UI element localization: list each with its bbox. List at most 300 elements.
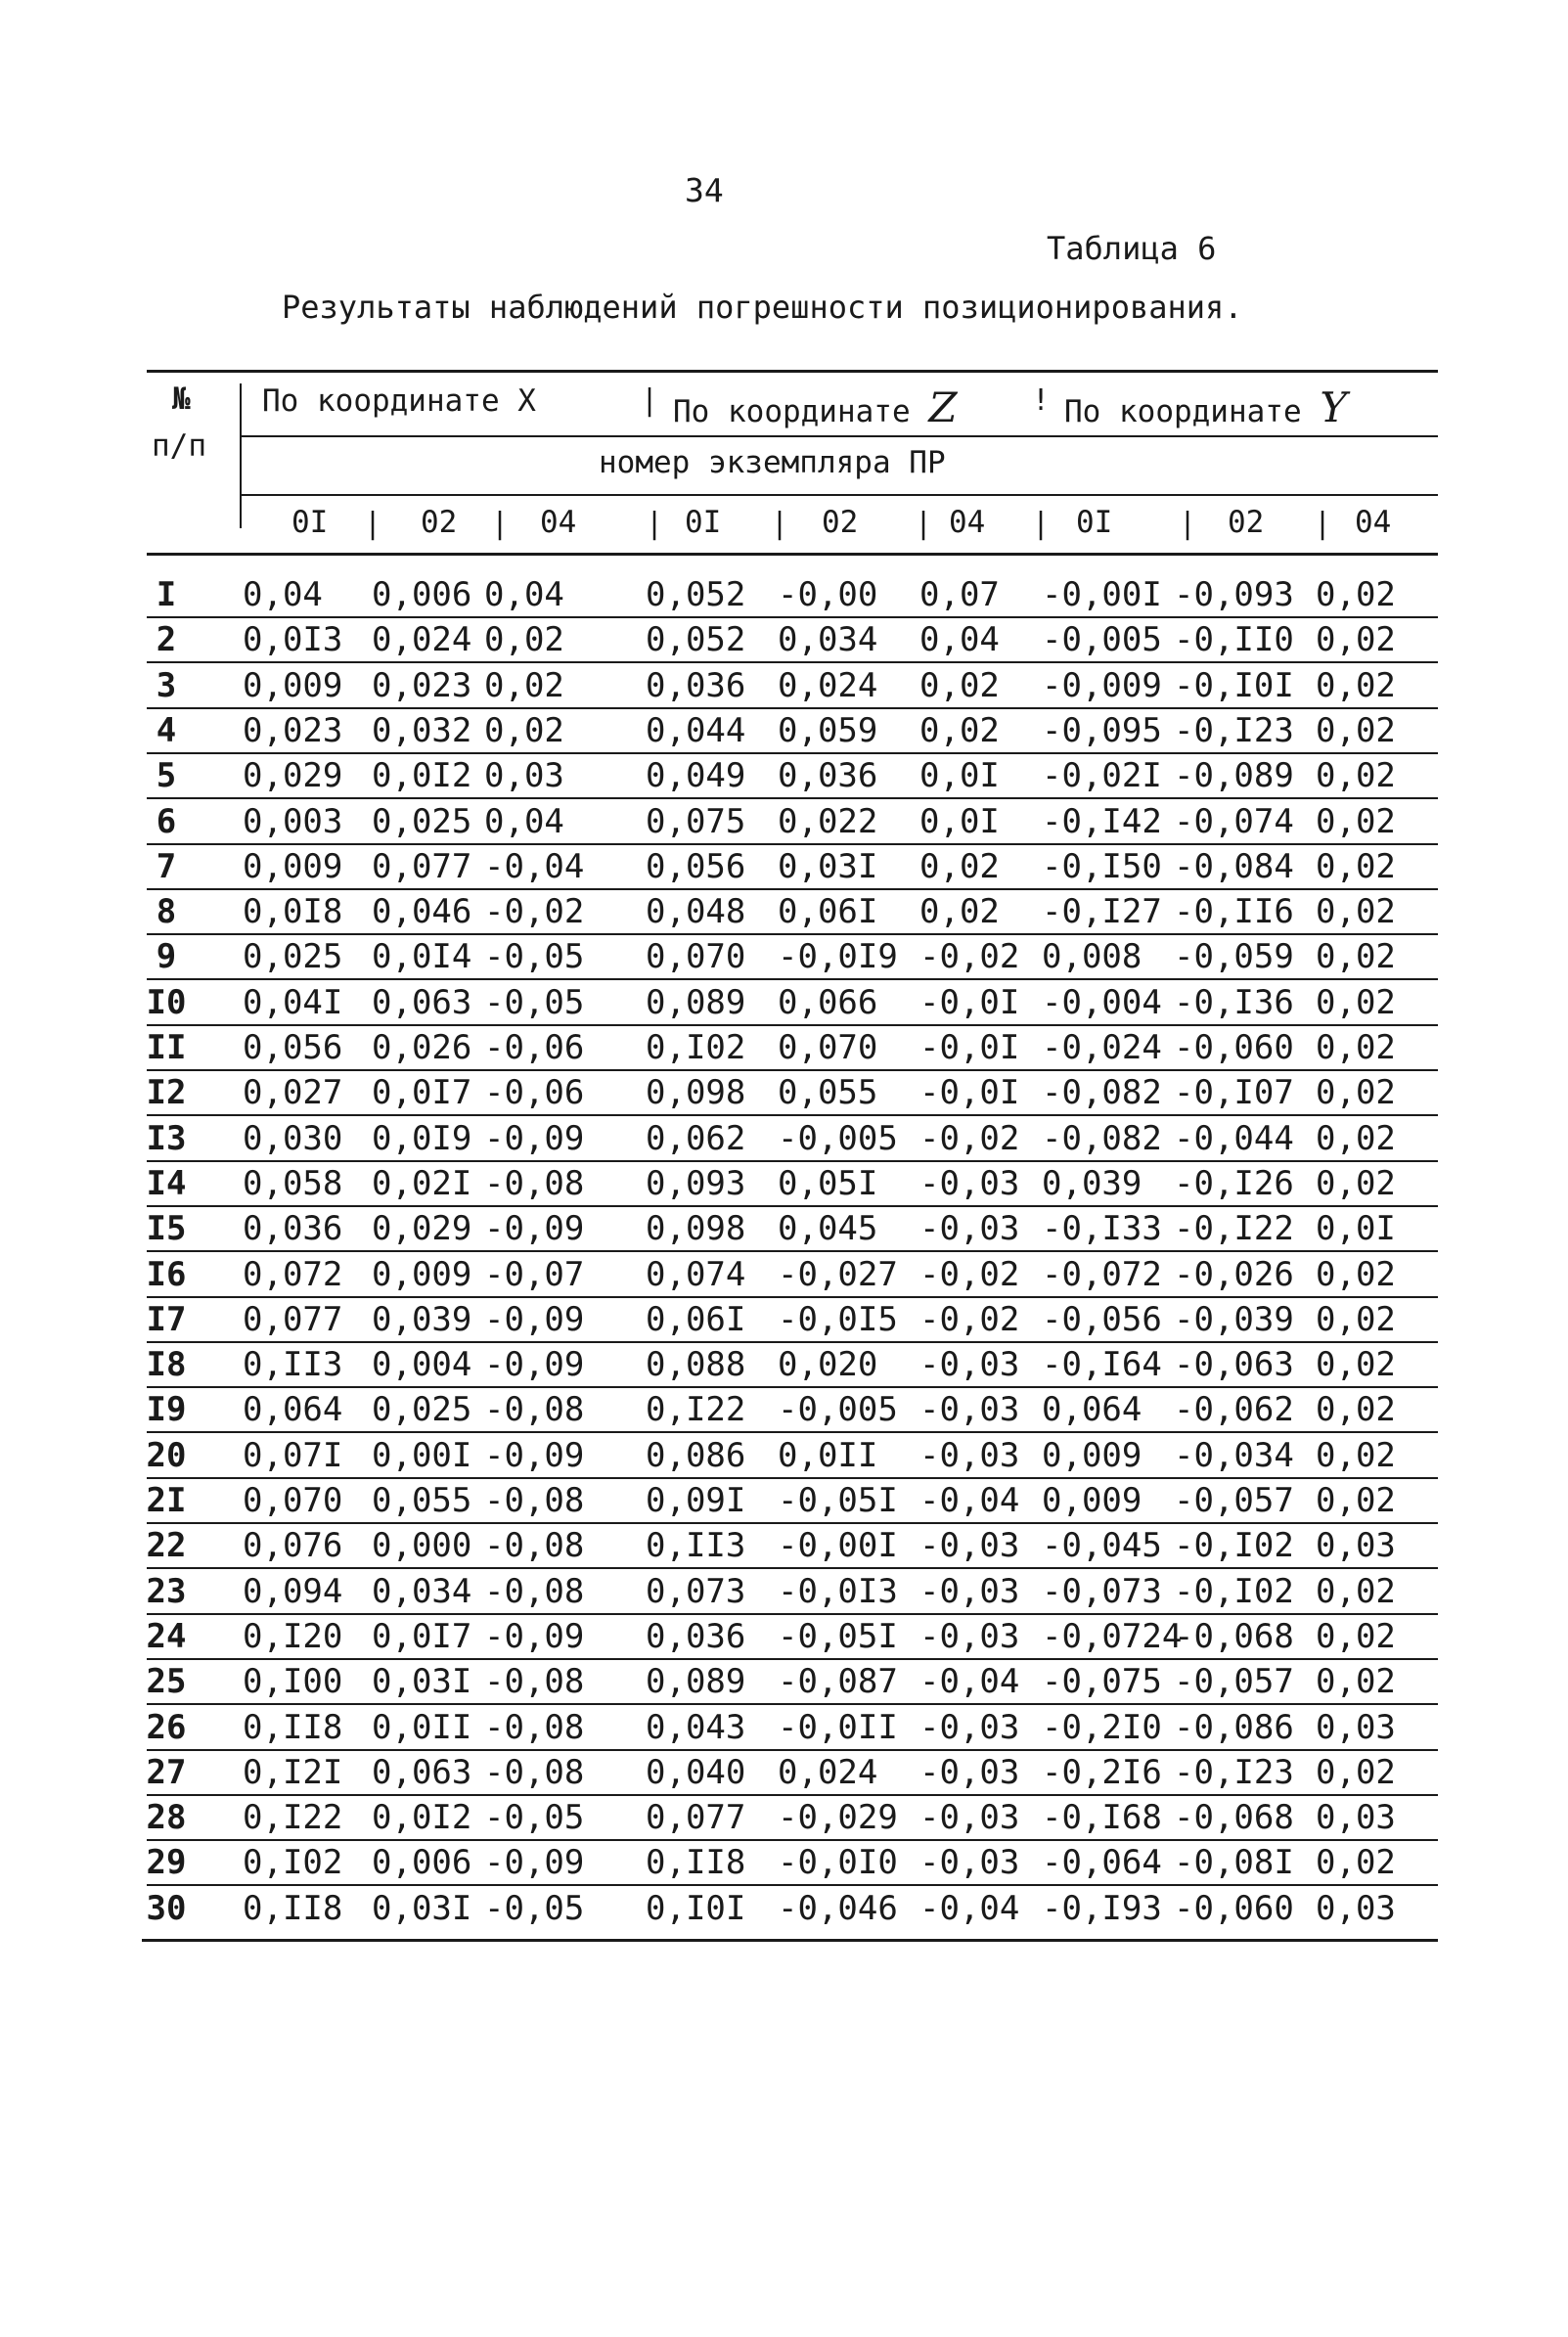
row-underline (147, 1114, 1438, 1116)
row-underline (147, 1839, 1438, 1841)
table-cell: 0,02 (1316, 801, 1396, 841)
table-cell: 0,023 (372, 665, 472, 705)
table-cell: 0,006 (372, 1843, 472, 1883)
table-cell: 0,02 (1316, 846, 1396, 886)
table-cell: 0,03I (372, 1888, 472, 1928)
table-cell: -0,09 (484, 1843, 585, 1883)
table-cell: 0,070 (646, 937, 746, 977)
table-row (0, 983, 1568, 1028)
table-row (0, 1617, 1568, 1662)
table-cell: 0,074 (646, 1254, 746, 1294)
table-cell: 0,II8 (243, 1888, 343, 1928)
table-cell: -0,009 (1042, 665, 1162, 705)
table-cell: -0,03 (919, 1390, 1020, 1430)
row-number: 25 (146, 1662, 187, 1702)
table-cell: 0,I02 (646, 1028, 746, 1067)
column-separator: | (364, 507, 382, 541)
row-number: I5 (146, 1209, 187, 1249)
table-row (0, 1300, 1568, 1345)
table-row (0, 1073, 1568, 1118)
table-cell: 0,022 (778, 801, 878, 841)
table-cell: -0,084 (1174, 846, 1294, 886)
row-underline (147, 1431, 1438, 1433)
table-cell: -0,005 (778, 1390, 898, 1430)
table-cell: -0,0I (919, 1028, 1020, 1067)
table-cell: 0,02 (1316, 1571, 1396, 1611)
table-cell: 0,040 (646, 1752, 746, 1792)
table-cell: 0,02 (1316, 892, 1396, 932)
table-cell: 0,052 (646, 620, 746, 660)
table-cell: 0,086 (646, 1435, 746, 1475)
table-cell: 0,006 (372, 575, 472, 614)
table-cell: -0,I50 (1042, 846, 1162, 886)
table-cell: -0,08 (484, 1481, 585, 1520)
row-number: 22 (146, 1526, 187, 1566)
row-underline (147, 1884, 1438, 1886)
table-cell: -0,04 (919, 1888, 1020, 1928)
row-underline (147, 1477, 1438, 1479)
row-underline (147, 1567, 1438, 1569)
row-number: 5 (156, 756, 177, 796)
table-cell: 0,04 (484, 575, 564, 614)
table-title: Результаты наблюдений погрешности позиционирования. (282, 289, 1243, 326)
table-cell: 0,044 (646, 710, 746, 750)
table-row (0, 892, 1568, 937)
table-cell: -0,I27 (1042, 892, 1162, 932)
table-cell: -0,I33 (1042, 1209, 1162, 1249)
table-cell: 0,059 (778, 710, 878, 750)
table-cell: 0,02 (1316, 982, 1396, 1022)
table-cell: -0,03 (919, 1752, 1020, 1792)
table-cell: 0,0I7 (372, 1073, 472, 1113)
table-cell: 0,06I (778, 892, 878, 932)
row-number: 24 (146, 1616, 187, 1656)
table-cell: 0,025 (372, 801, 472, 841)
row-underline (147, 1703, 1438, 1705)
table-cell: 0,I02 (243, 1843, 343, 1883)
table-cell: 0,I00 (243, 1662, 343, 1702)
table-cell: -0,09 (484, 1435, 585, 1475)
coord-z-heading (673, 383, 958, 431)
row-number: I2 (146, 1073, 187, 1113)
table-cell: -0,09 (484, 1209, 585, 1249)
table-cell: 0,0I (919, 756, 1000, 796)
table-cell: 0,02 (1316, 575, 1396, 614)
table-cell: -0,2I0 (1042, 1707, 1162, 1747)
table-cell: -0,0I9 (778, 937, 898, 977)
table-cell: -0,00I (1042, 575, 1162, 614)
table-cell: 0,02 (1316, 1752, 1396, 1792)
table-cell: -0,057 (1174, 1481, 1294, 1520)
table-cell: 0,II8 (646, 1843, 746, 1883)
table-cell: 0,052 (646, 575, 746, 614)
table-cell: 0,0I8 (243, 892, 343, 932)
table-cell: 0,072 (243, 1254, 343, 1294)
table-cell: -0,086 (1174, 1707, 1294, 1747)
table-cell: 0,II8 (243, 1707, 343, 1747)
table-cell: 0,07 (919, 575, 1000, 614)
row-number: I4 (146, 1163, 187, 1203)
row-underline (147, 752, 1438, 754)
table-cell: -0,089 (1174, 756, 1294, 796)
sub-column-heading: 02 (822, 505, 859, 540)
table-cell: -0,04 (919, 1481, 1020, 1520)
table-cell: -0,03 (919, 1571, 1020, 1611)
table-cell: 0,02 (484, 665, 564, 705)
table-cell: -0,082 (1042, 1118, 1162, 1158)
table-row (0, 802, 1568, 847)
row-underline (147, 1250, 1438, 1252)
table-cell: -0,056 (1042, 1299, 1162, 1339)
table-cell: -0,024 (1042, 1028, 1162, 1067)
table-cell: 0,02 (1316, 710, 1396, 750)
table-cell: -0,05I (778, 1616, 898, 1656)
table-cell: 0,029 (243, 756, 343, 796)
table-cell: 0,0II (372, 1707, 472, 1747)
table-cell: -0,I02 (1174, 1571, 1294, 1611)
row-underline (147, 1296, 1438, 1298)
row-number: 27 (146, 1752, 187, 1792)
column-separator: | (771, 507, 789, 541)
table-cell: 0,07I (243, 1435, 343, 1475)
table-cell: 0,036 (646, 1616, 746, 1656)
table-cell: -0,05 (484, 1888, 585, 1928)
table-row (0, 666, 1568, 711)
sub-column-heading: 0I (291, 505, 329, 540)
table-cell: 0,03 (1316, 1798, 1396, 1838)
table-cell: 0,I2I (243, 1752, 343, 1792)
table-cell: -0,004 (1042, 982, 1162, 1022)
column-separator: | (646, 507, 664, 541)
table-cell: -0,0I3 (778, 1571, 898, 1611)
table-cell: 0,008 (1042, 937, 1142, 977)
table-row (0, 1526, 1568, 1571)
table-cell: 0,03 (1316, 1888, 1396, 1928)
row-number: 29 (146, 1843, 187, 1883)
table-cell: 0,02 (1316, 1390, 1396, 1430)
table-cell: -0,04 (484, 846, 585, 886)
table-cell: 0,063 (372, 1752, 472, 1792)
table-row (0, 575, 1568, 620)
table-cell: -0,057 (1174, 1662, 1294, 1702)
table-cell: -0,09 (484, 1616, 585, 1656)
table-cell: 0,098 (646, 1209, 746, 1249)
table-cell: 0,02 (1316, 1028, 1396, 1067)
table-cell: 0,0I4 (372, 937, 472, 977)
table-row (0, 1164, 1568, 1209)
table-cell: -0,068 (1174, 1798, 1294, 1838)
table-cell: -0,I64 (1042, 1345, 1162, 1385)
table-cell: -0,005 (778, 1118, 898, 1158)
table-cell: 0,045 (778, 1209, 878, 1249)
header-rule-2 (240, 494, 1438, 496)
table-cell: 0,077 (372, 846, 472, 886)
instance-heading: номер экземпляра ПР (599, 445, 946, 480)
table-row (0, 1572, 1568, 1617)
table-cell: 0,070 (243, 1481, 343, 1520)
table-row (0, 1753, 1568, 1798)
table-cell: -0,093 (1174, 575, 1294, 614)
table-cell: 0,064 (243, 1390, 343, 1430)
table-cell: -0,05 (484, 1798, 585, 1838)
table-cell: 0,0I (1316, 1209, 1396, 1249)
table-cell: 0,0I2 (372, 756, 472, 796)
page-number: 34 (685, 171, 724, 209)
sub-column-heading: 04 (949, 505, 986, 540)
table-cell: 0,048 (646, 892, 746, 932)
table-cell: 0,076 (243, 1526, 343, 1566)
table-cell: -0,2I6 (1042, 1752, 1162, 1792)
table-row (0, 1345, 1568, 1390)
table-cell: -0,02 (919, 1118, 1020, 1158)
column-separator: | (915, 507, 933, 541)
table-cell: 0,I20 (243, 1616, 343, 1656)
table-cell: 0,II3 (243, 1345, 343, 1385)
coord-x-heading: По координате Х (262, 383, 536, 419)
table-cell: -0,0I5 (778, 1299, 898, 1339)
table-row (0, 756, 1568, 801)
table-cell: 0,02 (1316, 1299, 1396, 1339)
table-caption: Таблица 6 (1047, 230, 1217, 267)
row-number: I3 (146, 1118, 187, 1158)
table-cell: -0,I02 (1174, 1526, 1294, 1566)
row-underline (147, 1069, 1438, 1071)
table-cell: -0,044 (1174, 1118, 1294, 1158)
table-cell: 0,0I (919, 801, 1000, 841)
table-cell: 0,027 (243, 1073, 343, 1113)
row-number: 7 (156, 846, 177, 886)
row-number: I7 (146, 1299, 187, 1339)
table-row (0, 1889, 1568, 1934)
row-underline (147, 1160, 1438, 1162)
header-separator: | (641, 383, 659, 418)
table-cell: -0,05I (778, 1481, 898, 1520)
table-cell: 0,055 (778, 1073, 878, 1113)
row-underline (147, 1749, 1438, 1751)
table-cell: 0,03I (778, 846, 878, 886)
table-cell: 0,030 (243, 1118, 343, 1158)
table-cell: 0,02 (1316, 1843, 1396, 1883)
table-cell: -0,027 (778, 1254, 898, 1294)
coord-y-letter: Y (1320, 383, 1348, 431)
table-cell: 0,03 (1316, 1707, 1396, 1747)
column-separator: | (1314, 507, 1332, 541)
table-cell: 0,020 (778, 1345, 878, 1385)
table-cell: -0,0724 (1042, 1616, 1183, 1656)
table-cell: 0,02 (484, 710, 564, 750)
table-cell: 0,02 (1316, 1254, 1396, 1294)
table-cell: 0,088 (646, 1345, 746, 1385)
table-cell: 0,09I (646, 1481, 746, 1520)
row-underline (147, 1205, 1438, 1207)
table-cell: -0,095 (1042, 710, 1162, 750)
table-cell: -0,075 (1042, 1662, 1162, 1702)
table-cell: 0,036 (646, 665, 746, 705)
table-cell: -0,I23 (1174, 710, 1294, 750)
table-cell: -0,08 (484, 1571, 585, 1611)
table-cell: 0,04 (243, 575, 323, 614)
table-cell: -0,II6 (1174, 892, 1294, 932)
table-cell: 0,02 (1316, 937, 1396, 977)
table-cell: -0,0I (919, 1073, 1020, 1113)
row-number: 3 (156, 665, 177, 705)
table-cell: -0,08 (484, 1390, 585, 1430)
table-cell: 0,02 (484, 620, 564, 660)
table-cell: -0,0II (778, 1707, 898, 1747)
table-cell: 0,036 (778, 756, 878, 796)
header-rule-1 (240, 435, 1438, 437)
table-cell: 0,058 (243, 1163, 343, 1203)
table-row (0, 620, 1568, 665)
table-cell: 0,02 (1316, 1662, 1396, 1702)
table-cell: -0,I26 (1174, 1163, 1294, 1203)
table-cell: 0,024 (778, 1752, 878, 1792)
table-cell: -0,00 (778, 575, 878, 614)
table-cell: 0,093 (646, 1163, 746, 1203)
table-row (0, 1662, 1568, 1707)
table-row (0, 711, 1568, 756)
table-cell: 0,03 (1316, 1526, 1396, 1566)
table-cell: 0,034 (372, 1571, 472, 1611)
table-cell: 0,029 (372, 1209, 472, 1249)
row-underline (147, 1522, 1438, 1524)
table-cell: -0,068 (1174, 1616, 1294, 1656)
table-cell: -0,06 (484, 1028, 585, 1067)
row-number: 8 (156, 892, 177, 932)
table-cell: 0,039 (1042, 1163, 1142, 1203)
table-cell: -0,0I0 (778, 1843, 898, 1883)
table-cell: -0,03 (919, 1209, 1020, 1249)
table-cell: 0,056 (646, 846, 746, 886)
table-cell: -0,04 (919, 1662, 1020, 1702)
row-number: 2I (146, 1481, 187, 1520)
table-cell: -0,03 (919, 1707, 1020, 1747)
row-underline (147, 1341, 1438, 1343)
table-cell: -0,063 (1174, 1345, 1294, 1385)
table-cell: 0,0II (778, 1435, 878, 1475)
table-cell: 0,000 (372, 1526, 472, 1566)
header-bottom-rule (147, 553, 1438, 556)
table-cell: 0,02 (1316, 620, 1396, 660)
sub-column-heading: 04 (540, 505, 577, 540)
table-cell: -0,08 (484, 1526, 585, 1566)
row-number: I6 (146, 1254, 187, 1294)
table-cell: -0,06 (484, 1073, 585, 1113)
row-underline (147, 1024, 1438, 1026)
table-cell: 0,046 (372, 892, 472, 932)
table-cell: -0,03 (919, 1616, 1020, 1656)
table-cell: 0,0I3 (243, 620, 343, 660)
table-cell: -0,062 (1174, 1390, 1294, 1430)
table-cell: 0,063 (372, 982, 472, 1022)
table-cell: -0,09 (484, 1299, 585, 1339)
table-cell: -0,08 (484, 1163, 585, 1203)
row-number: 20 (146, 1435, 187, 1475)
row-underline (147, 616, 1438, 618)
row-number: 6 (156, 801, 177, 841)
sub-column-heading: 02 (1228, 505, 1265, 540)
table-cell: -0,02 (919, 937, 1020, 977)
table-cell: 0,06I (646, 1299, 746, 1339)
table-cell: -0,07 (484, 1254, 585, 1294)
table-row (0, 1119, 1568, 1164)
row-underline (147, 888, 1438, 890)
table-row (0, 1255, 1568, 1300)
table-cell: 0,075 (646, 801, 746, 841)
row-number: II (146, 1028, 187, 1067)
table-cell: 0,00I (372, 1435, 472, 1475)
row-number: 28 (146, 1798, 187, 1838)
table-row (0, 1481, 1568, 1526)
table-cell: -0,046 (778, 1888, 898, 1928)
table-cell: -0,02I (1042, 756, 1162, 796)
table-cell: 0,025 (372, 1390, 472, 1430)
table-cell: 0,05I (778, 1163, 878, 1203)
table-cell: 0,II3 (646, 1526, 746, 1566)
table-cell: -0,I07 (1174, 1073, 1294, 1113)
table-cell: -0,03 (919, 1163, 1020, 1203)
row-underline (147, 1613, 1438, 1615)
row-underline (147, 1386, 1438, 1388)
table-cell: 0,02 (919, 892, 1000, 932)
row-underline (147, 1658, 1438, 1660)
table-cell: 0,077 (646, 1798, 746, 1838)
table-cell: -0,005 (1042, 620, 1162, 660)
table-cell: 0,070 (778, 1028, 878, 1067)
table-bottom-rule (142, 1939, 1438, 1942)
table-cell: -0,I42 (1042, 801, 1162, 841)
table-cell: -0,039 (1174, 1299, 1294, 1339)
header-separator: ! (1032, 383, 1051, 418)
table-cell: 0,0I2 (372, 1798, 472, 1838)
table-cell: -0,08 (484, 1707, 585, 1747)
table-cell: 0,02 (1316, 1616, 1396, 1656)
table-cell: -0,03 (919, 1843, 1020, 1883)
table-cell: -0,073 (1042, 1571, 1162, 1611)
table-cell: 0,02 (1316, 1118, 1396, 1158)
table-cell: 0,036 (243, 1209, 343, 1249)
sub-column-heading: 0I (1076, 505, 1113, 540)
row-number: 23 (146, 1571, 187, 1611)
table-cell: -0,082 (1042, 1073, 1162, 1113)
table-cell: -0,03 (919, 1345, 1020, 1385)
table-cell: -0,064 (1042, 1843, 1162, 1883)
table-cell: 0,023 (243, 710, 343, 750)
table-cell: 0,0I7 (372, 1616, 472, 1656)
table-cell: 0,I22 (646, 1390, 746, 1430)
table-row (0, 1209, 1568, 1254)
table-row (0, 1798, 1568, 1843)
coord-z-letter: Z (928, 383, 958, 431)
table-row (0, 1843, 1568, 1888)
table-cell: -0,03 (919, 1435, 1020, 1475)
row-number: I8 (146, 1345, 187, 1385)
table-cell: 0,02I (372, 1163, 472, 1203)
table-cell: 0,02 (1316, 1163, 1396, 1203)
table-cell: -0,059 (1174, 937, 1294, 977)
table-cell: -0,I93 (1042, 1888, 1162, 1928)
table-cell: 0,062 (646, 1118, 746, 1158)
table-cell: -0,02 (919, 1254, 1020, 1294)
row-number: I9 (146, 1390, 187, 1430)
table-cell: 0,077 (243, 1299, 343, 1339)
table-cell: 0,024 (372, 620, 472, 660)
table-cell: -0,II0 (1174, 620, 1294, 660)
table-cell: 0,094 (243, 1571, 343, 1611)
column-separator: | (1179, 507, 1197, 541)
table-cell: 0,024 (778, 665, 878, 705)
table-cell: -0,026 (1174, 1254, 1294, 1294)
